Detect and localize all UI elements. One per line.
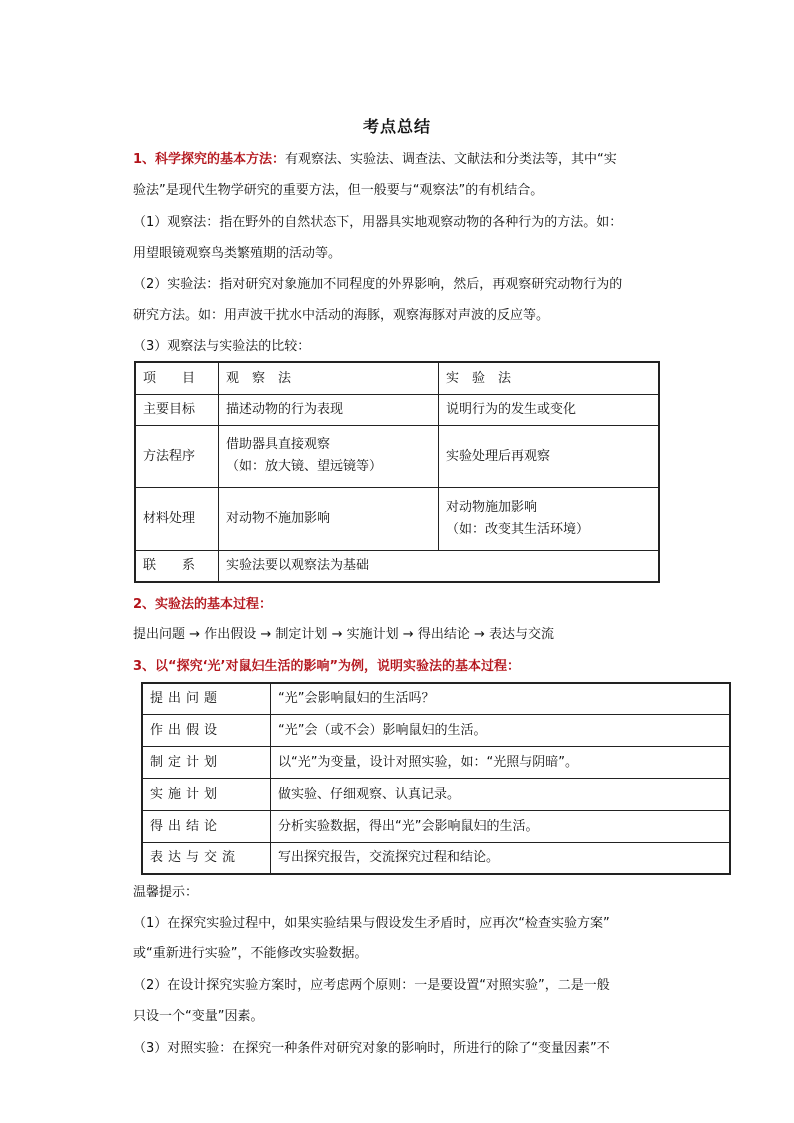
table-cell: 表达与交流 xyxy=(142,842,271,874)
table-row xyxy=(142,714,730,746)
table-row xyxy=(135,362,659,394)
comparison-intro: （3）观察法与实验法的比较： xyxy=(133,339,311,354)
table-row xyxy=(142,842,730,874)
table-cell: 提出问题 xyxy=(142,683,271,714)
tip-3-line-1: （3）对照实验：在探究一种条件对研究对象的影响时，所进行的除了“变量因素”不 xyxy=(133,1041,610,1056)
table-cell: 写出探究报告，交流探究过程和结论。 xyxy=(271,842,731,874)
table-cell: 作出假设 xyxy=(142,714,271,746)
table-cell xyxy=(439,487,660,550)
page-title: 考点总结 xyxy=(362,117,431,136)
table-row xyxy=(135,425,659,487)
table-cell: 主要目标 xyxy=(135,394,219,425)
table-cell: 方法程序 xyxy=(135,425,219,487)
table-cell: 做实验、仔细观察、认真记录。 xyxy=(271,778,731,810)
observation-definition-line-1: （1）观察法：指在野外的自然状态下，用器具实地观察动物的各种行为的方法。如： xyxy=(133,215,623,230)
arrow-icon: → xyxy=(331,627,343,642)
arrow-icon: → xyxy=(189,627,201,642)
experiment-definition-line-1: （2）实验法：指对研究对象施加不同程度的外界影响，然后，再观察研究动物行为的 xyxy=(133,277,623,292)
cell-line: （如：改变其生活环境） xyxy=(446,521,590,537)
table-row xyxy=(142,683,730,714)
table-cell: 得出结论 xyxy=(142,810,271,842)
process-step: 得出结论 xyxy=(417,627,470,642)
table-cell: 以“光”为变量，设计对照实验，如：“光照与阴暗”。 xyxy=(271,746,731,778)
table-header-cell: 实 验 法 xyxy=(439,362,660,394)
section-1-text: 有观察法、实验法、调查法、文献法和分类法等，其中“实 xyxy=(285,152,617,167)
table-row xyxy=(135,394,659,425)
table-cell: 材料处理 xyxy=(135,487,219,550)
process-step: 表达与交流 xyxy=(489,627,555,642)
table-cell: 分析实验数据，得出“光”会影响鼠妇的生活。 xyxy=(271,810,731,842)
observation-definition-line-2: 用望眼镜观察鸟类繁殖期的活动等。 xyxy=(133,246,342,261)
cell-line: 对动物施加影响 xyxy=(446,499,538,515)
tips-heading: 温馨提示： xyxy=(133,885,199,900)
tip-1-line-2: 或“重新进行实验”，不能修改实验数据。 xyxy=(133,946,368,961)
tip-2-line-2: 只设一个“变量”因素。 xyxy=(133,1009,264,1024)
table-header-cell: 项 目 xyxy=(135,362,219,394)
process-example-table xyxy=(141,682,731,875)
table-cell: 描述动物的行为表现 xyxy=(219,394,439,425)
table-cell: 实验法要以观察法为基础 xyxy=(219,550,660,582)
process-step: 制定计划 xyxy=(275,627,328,642)
table-row xyxy=(142,810,730,842)
table-cell: 实施计划 xyxy=(142,778,271,810)
table-cell: 制定计划 xyxy=(142,746,271,778)
table-cell: “光”会（或不会）影响鼠妇的生活。 xyxy=(271,714,731,746)
process-step: 作出假设 xyxy=(204,627,257,642)
process-step: 实施计划 xyxy=(346,627,399,642)
table-cell: 说明行为的发生或变化 xyxy=(439,394,660,425)
arrow-icon: → xyxy=(473,627,485,642)
section-2-heading: 2、实验法的基本过程： xyxy=(133,597,273,612)
table-cell: 联 系 xyxy=(135,550,219,582)
comparison-table xyxy=(134,361,660,583)
section-1-line-2: 验法”是现代生物学研究的重要方法，但一般要与“观察法”的有机结合。 xyxy=(133,183,544,198)
tip-1-line-1: （1）在探究实验过程中，如果实验结果与假设发生矛盾时，应再次“检查实验方案” xyxy=(133,916,610,931)
section-1-line-1 xyxy=(133,152,617,168)
table-row xyxy=(135,487,659,550)
table-row xyxy=(135,550,659,582)
cell-line: 借助器具直接观察 xyxy=(226,437,331,452)
process-flow xyxy=(133,627,554,643)
process-step: 提出问题 xyxy=(133,627,186,642)
experiment-definition-line-2: 研究方法。如：用声波干扰水中活动的海豚，观察海豚对声波的反应等。 xyxy=(133,308,550,323)
arrow-icon: → xyxy=(402,627,414,642)
arrow-icon: → xyxy=(260,627,272,642)
table-cell: 实验处理后再观察 xyxy=(439,425,660,487)
table-cell xyxy=(219,425,439,487)
tip-2-line-1: （2）在设计探究实验方案时，应考虑两个原则：一是要设置“对照实验”，二是一般 xyxy=(133,978,610,993)
table-header-cell: 观 察 法 xyxy=(219,362,439,394)
table-row xyxy=(142,778,730,810)
cell-line: （如：放大镜、望远镜等） xyxy=(226,459,383,474)
table-cell: 对动物不施加影响 xyxy=(219,487,439,550)
section-3-heading: 3、以“探究‘光’对鼠妇生活的影响”为例，说明实验法的基本过程： xyxy=(133,659,521,674)
table-row xyxy=(142,746,730,778)
section-1-heading: 1、科学探究的基本方法： xyxy=(133,152,286,167)
table-cell: “光”会影响鼠妇的生活吗？ xyxy=(271,683,731,714)
